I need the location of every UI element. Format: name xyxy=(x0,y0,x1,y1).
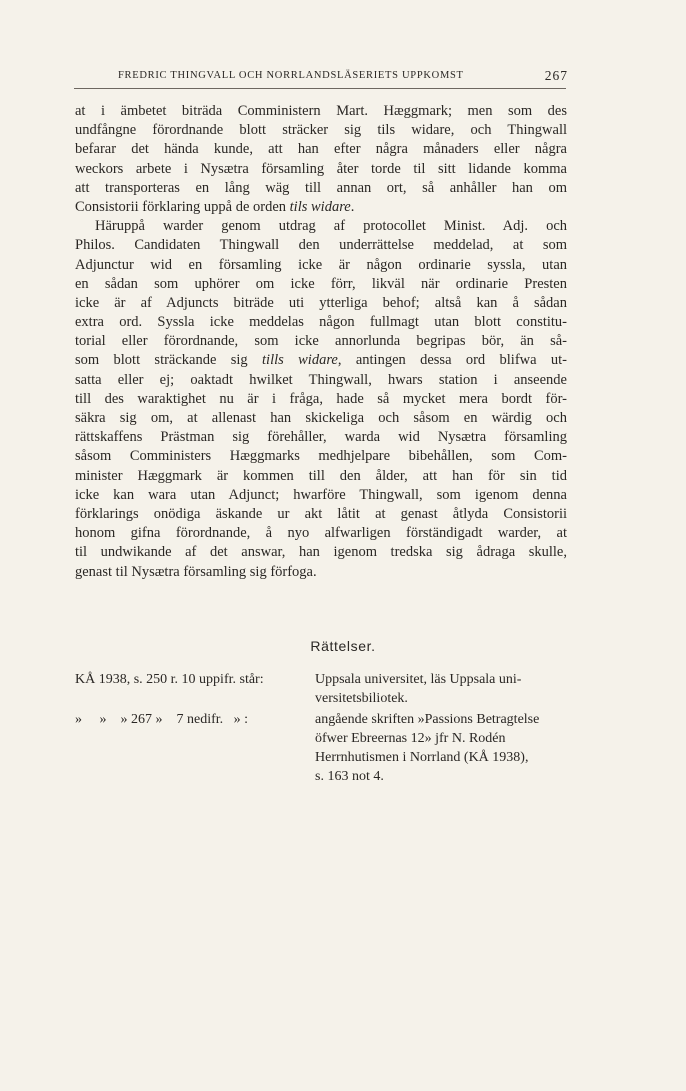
text-fragment: som blott sträckande sig xyxy=(75,352,263,369)
paragraph-2 xyxy=(75,217,567,582)
correction-item xyxy=(75,710,575,786)
text-line: rättskaffens Prästman sig förehåller, warda wid Nysætra församling xyxy=(75,429,567,446)
text-line: extra ord. Syssla icke meddelas någon fullmagt utan blott constitu- xyxy=(75,314,567,331)
text-line: honom gifna förordnande, å nyo alfwarligen förständigadt warder, at xyxy=(75,525,567,542)
correction-line: Uppsala universitet, läs Uppsala uni- xyxy=(315,672,522,687)
text-line: undfångne förordnande blott sträcker sig tils widare, och Thingwall xyxy=(75,122,567,139)
corrections-list xyxy=(75,670,575,786)
page-number: 267 xyxy=(544,68,568,83)
text-line: genast til Nysætra församling sig förfoga. xyxy=(75,563,317,580)
main-text xyxy=(75,102,567,582)
correction-text xyxy=(315,710,575,786)
correction-line: öfwer Ebreernas 12» jfr N. Rodén xyxy=(315,731,506,746)
text-line: till des waraktighet nu är i fråga, hade så mycket mera bordt för- xyxy=(75,390,567,407)
text-line: säkra sig om, at allenast han skickeliga och såsom en wärdig och xyxy=(75,410,567,426)
italic-phrase: tills widare xyxy=(262,352,338,369)
correction-text xyxy=(315,670,575,708)
text-line: Philos. Candidaten Thingwall den underrättelse meddelad, at som xyxy=(75,237,567,254)
text-line: til undwikande af det answar, han igenom tredska sig ådraga skulle, xyxy=(75,544,567,561)
correction-line: s. 163 not 4. xyxy=(315,769,384,784)
text-line xyxy=(75,198,567,217)
text-line: minister Hæggmark är kommen till den ålder, att han för sin tid xyxy=(75,467,567,484)
correction-line: angående skriften »Passions Betragtelse xyxy=(315,712,540,727)
text-line: en sådan som uphörer om icke förr, likväl när ordinarie Presten xyxy=(75,275,567,292)
text-line: icke är af Adjuncts biträde uti ytterliga behof; altså kan å sådan xyxy=(75,294,567,311)
correction-line: Herrnhutismen i Norrland (KÅ 1938), xyxy=(315,750,529,765)
text-line: icke kan wara utan Adjunct; hwarföre Thingwall, som igenom denna xyxy=(75,486,567,503)
correction-reference: » » » 267 » 7 nedifr. » : xyxy=(75,712,249,727)
corrections-heading: Rättelser. xyxy=(310,638,376,654)
text-line: befarar det hända kunde, att han efter några månaders eller några xyxy=(75,141,567,158)
text-line: såsom Comministers Hæggmarks medhjelpare bibehållen, som Com- xyxy=(75,448,567,465)
correction-item xyxy=(75,670,575,708)
paragraph-1 xyxy=(75,102,567,217)
text-line: förklarings onödiga äskande ur akt låtit at genast åtlyda Consistorii xyxy=(75,505,567,522)
text-line: torial eller förordnande, som icke annorlunda begripas bör, än så- xyxy=(75,333,567,350)
correction-line: versitetsbiliotek. xyxy=(315,691,408,706)
text-line: Häruppå warder genom utdrag af protocollet Minist. Adj. och xyxy=(95,218,567,235)
text-fragment: , antingen dessa ord blifwa ut- xyxy=(337,352,568,369)
text-line xyxy=(75,351,567,370)
text-line: att transporteras en lång wäg till annan ort, så anhåller han om xyxy=(75,179,567,196)
text-line: satta eller ej; oaktadt hwilket Thingwall, hwars station i anseende xyxy=(75,371,567,388)
header-rule xyxy=(74,88,566,89)
italic-phrase: tils widare xyxy=(289,198,351,215)
text-line: weckors arbete i Nysætra församling åter torde til sitt lidande komma xyxy=(75,160,567,177)
running-header xyxy=(118,70,568,81)
running-title: FREDRIC THINGVALL OCH NORRLANDSLÄSERIETS UPPKOMST xyxy=(118,70,464,81)
text-line: at i ämbetet biträda Comministern Mart. Hæggmark; men som des xyxy=(75,103,567,119)
text-fragment: . xyxy=(350,198,355,215)
text-line: Adjunctur wid en församling icke är någon ordinarie syssla, utan xyxy=(75,256,567,273)
text-fragment: Consistorii förklaring uppå de orden xyxy=(75,198,290,215)
correction-reference: KÅ 1938, s. 250 r. 10 uppifr. står: xyxy=(75,672,264,687)
